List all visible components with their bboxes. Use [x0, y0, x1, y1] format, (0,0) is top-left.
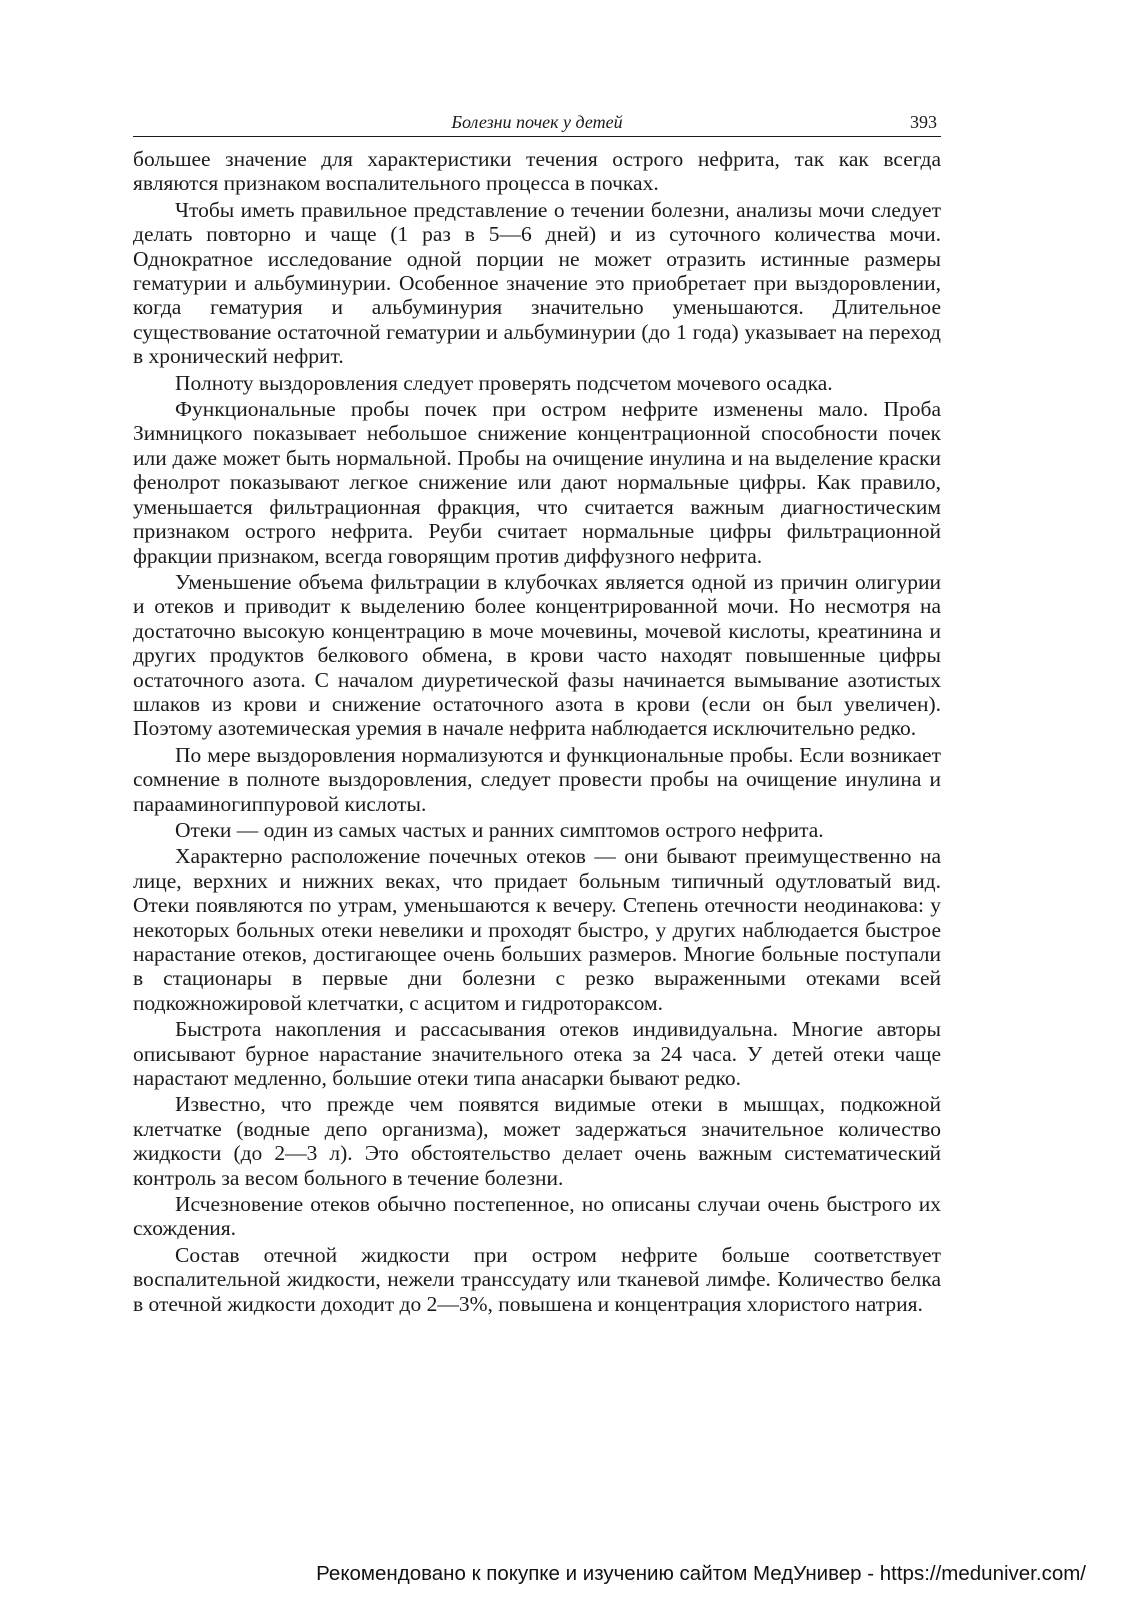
page-number: 393: [910, 112, 937, 132]
paragraph: Быстрота накопления и рассасывания отеков индивидуальна. Многие авторы описывают бурное нарастание значительного отека за 24 часа. У детей отеки чаще нарастают медленно, большие отеки типа анасарки бывают редко.: [133, 1017, 941, 1091]
book-page: [133, 108, 941, 1318]
paragraph: Уменьшение объема фильтрации в клубочках является одной из причин олигурии и отеков и приводит к выделению более концентрированной мочи. Но несмотря на достаточно высокую концентрацию в моче мочевины, мочевой кислоты, креатинина и других продуктов белкового обмена, в крови часто находят повышенные цифры остаточного азота. С началом диуретической фазы начинается вымывание азотистых шлаков из крови и снижение остаточного азота в крови (если он был увеличен). Поэтому азотемическая уремия в начале нефрита наблюдается исключительно редко.: [133, 569, 941, 741]
running-header: [133, 108, 941, 137]
paragraph: По мере выздоровления нормализуются и функциональные пробы. Если возникает сомнение в полноте выздоровления, следует провести пробы на очищение инулина и парааминогиппуровой кислоты.: [133, 742, 941, 816]
paragraph: Функциональные пробы почек при остром нефрите изменены мало. Проба Зимницкого показывает небольшое снижение концентрационной способности почек или даже может быть нормальной. Пробы на очищение инулина и на выделение краски фенолрот показывают легкое снижение или дают нормальные цифры. Как правило, уменьшается фильтрационная фракция, что считается важным диагностическим признаком острого нефрита. Реуби считает нормальные цифры фильтрационной фракции признаком, всегда говорящим против диффузного нефрита.: [133, 397, 941, 568]
paragraph: Исчезновение отеков обычно постепенное, но описаны случаи очень быстрого их схождения.: [133, 1192, 941, 1241]
paragraph: Полноту выздоровления следует проверять подсчетом мочевого осадка.: [175, 370, 833, 395]
paragraph: большее значение для характеристики течения острого нефрита, так как всегда являются признаком воспалительного процесса в почках.: [133, 147, 941, 196]
paragraph: Отеки — один из самых частых и ранних симптомов острого нефрита.: [175, 817, 824, 842]
footer-watermark-text: Рекомендовано к покупке и изучению сайтом МедУнивер - https://meduniver.com/: [316, 1562, 1086, 1585]
running-title: Болезни почек у детей: [451, 112, 623, 132]
paragraph: Характерно расположение почечных отеков — они бывают преимущественно на лице, верхних и нижних веках, что придает больным типичный одутловатый вид. Отеки появляются по утрам, уменьшаются к вечеру. Степень отечности неодинакова: у некоторых больных отеки невелики и проходят быстро, у других наблюдается быстрое нарастание отеков, достигающее очень больших размеров. Многие больные поступали в стационары в первые дни болезни с резко выраженными отеками всей подкожножировой клетчатки, с асцитом и гидротораксом.: [133, 844, 941, 1015]
paragraph: Состав отечной жидкости при остром нефрите больше соответствует воспалительной жидкости, нежели транссудату или тканевой лимфе. Количество белка в отечной жидкости доходит до 2—3%, повышена и концентрация хлористого натрия.: [133, 1242, 941, 1316]
paragraph: Чтобы иметь правильное представление о течении болезни, анализы мочи следует делать повторно и чаще (1 раз в 5—6 дней) и из суточного количества мочи. Однократное исследование одной порции не может отразить истинные размеры гематурии и альбуминурии. Особенное значение это приобретает при выздоровлении, когда гематурия и альбуминурия значительно уменьшаются. Длительное существование остаточной гематурии и альбуминурии (до 1 года) указывает на переход в хронический нефрит.: [133, 197, 941, 369]
body-text: [133, 147, 941, 1316]
paragraph: Известно, что прежде чем появятся видимые отеки в мышцах, подкожной клетчатке (водные депо организма), может задержаться значительное количество жидкости (до 2—3 л). Это обстоятельство делает очень важным систематический контроль за весом больного в течение болезни.: [133, 1092, 941, 1190]
